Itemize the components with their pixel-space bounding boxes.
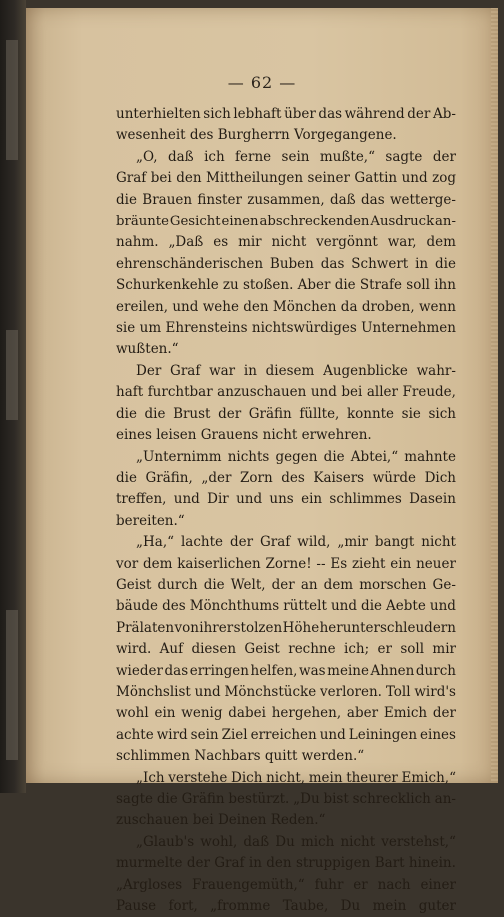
- word: soll: [400, 641, 425, 658]
- word: die: [361, 598, 382, 615]
- text-line: [116, 639, 456, 660]
- word: mein: [308, 769, 343, 786]
- word: Graf: [116, 170, 147, 187]
- text-line: [116, 789, 456, 810]
- word: und: [401, 170, 428, 187]
- word: dem: [323, 576, 354, 593]
- word: Graf: [214, 855, 245, 872]
- text-line: [116, 768, 456, 789]
- word: Strafe: [359, 277, 403, 294]
- word: Toll: [385, 683, 411, 700]
- word: der: [218, 405, 242, 422]
- word: „Du: [293, 791, 320, 807]
- word: bist: [323, 791, 349, 807]
- word: Auf: [159, 641, 184, 658]
- word: Der: [136, 362, 162, 379]
- word: sein: [190, 726, 219, 743]
- text-line: [116, 275, 456, 296]
- word: nicht: [271, 234, 307, 251]
- word: nicht,: [266, 769, 306, 786]
- text-line: [116, 532, 456, 553]
- text-line: [116, 554, 456, 575]
- word: Schurkenkehle: [116, 277, 219, 294]
- word: wild,: [297, 534, 331, 551]
- word: von: [174, 619, 199, 636]
- text-line: [116, 703, 456, 724]
- word: Augenblicke: [323, 362, 408, 379]
- word: --: [316, 555, 326, 572]
- word: bei: [341, 384, 363, 401]
- word: ich;: [344, 641, 370, 658]
- word: nahm.: [116, 234, 159, 251]
- word: Taube,: [282, 898, 329, 915]
- word: und: [310, 384, 337, 401]
- word: nichts: [227, 448, 270, 465]
- word: zieht: [351, 555, 386, 572]
- text-line: [116, 896, 456, 917]
- word: verstehe: [168, 769, 228, 786]
- word: abschreckenden: [259, 214, 370, 230]
- word: Es: [330, 555, 348, 572]
- word: kaiserlichen: [177, 555, 261, 572]
- text-line: [116, 618, 456, 639]
- word: ihrer: [199, 619, 234, 636]
- spine-wear-mark: [6, 610, 18, 760]
- word: uns: [269, 491, 294, 508]
- word: nicht: [340, 833, 376, 850]
- text-line: [116, 382, 456, 403]
- word: struppigen: [295, 855, 371, 872]
- word: war,: [387, 234, 417, 251]
- word: und: [319, 726, 346, 743]
- word: Dich: [424, 469, 456, 486]
- book-spine: [0, 0, 26, 793]
- word: dabei: [228, 705, 266, 722]
- word: Leiningen: [348, 726, 418, 743]
- word: guter: [418, 898, 456, 915]
- word: lachte: [180, 534, 224, 551]
- word: „Ich: [136, 769, 165, 786]
- word: gegen: [275, 448, 318, 465]
- word: diesem: [265, 362, 315, 379]
- word: Ziel: [221, 726, 248, 743]
- word: mich: [300, 833, 335, 850]
- word: ereilen,: [116, 298, 169, 315]
- word: finster: [197, 191, 242, 208]
- word: den: [176, 170, 202, 187]
- word: haft: [116, 384, 144, 401]
- word: wird's: [414, 683, 456, 700]
- word: Mittheilungen: [206, 170, 304, 187]
- word: schrecklich: [352, 791, 431, 807]
- word: was: [299, 662, 326, 679]
- word: anzuschauen: [217, 384, 307, 401]
- word: daß: [243, 833, 270, 850]
- text-line: [116, 661, 456, 682]
- word: eines: [420, 726, 456, 743]
- text-line: [116, 147, 456, 168]
- word: einer: [420, 876, 456, 893]
- word: murmelte: [116, 855, 183, 872]
- text-line: [116, 168, 456, 189]
- word: Abtei,“: [350, 448, 399, 465]
- word: „Argloses: [116, 876, 183, 893]
- word: Bart: [374, 855, 405, 872]
- word: Mönchslist: [116, 683, 191, 700]
- word: fuhr: [314, 876, 344, 893]
- word: mußte,“: [319, 148, 375, 165]
- word: meine: [327, 662, 369, 679]
- word: stolzen: [233, 619, 283, 636]
- word: rechne: [288, 641, 336, 658]
- word: nicht: [421, 534, 456, 551]
- text-line: [116, 596, 456, 617]
- word: Graf: [170, 362, 201, 379]
- word: der: [432, 705, 456, 722]
- word: morschen: [359, 576, 427, 593]
- word: in: [243, 362, 257, 379]
- word: Emich,“: [401, 769, 456, 786]
- word: Mönchen: [272, 298, 337, 315]
- word: Frauengemüth,“: [192, 876, 305, 893]
- word: an-: [435, 214, 456, 230]
- page-edge: [491, 8, 498, 783]
- word: und: [330, 598, 357, 615]
- word: Gräfin,: [145, 469, 193, 486]
- word: und: [429, 598, 456, 615]
- word: das: [361, 191, 385, 208]
- text-line: [116, 468, 456, 489]
- body-text: [116, 104, 456, 917]
- word: mir: [238, 234, 262, 251]
- word: furchtbar: [147, 384, 213, 401]
- word: mir: [432, 641, 456, 658]
- text-line: [116, 211, 456, 232]
- word: der: [407, 106, 431, 122]
- word: wird: [156, 726, 188, 743]
- word: sie: [401, 405, 421, 422]
- word: aber: [346, 705, 379, 722]
- word: Dasein: [409, 491, 456, 508]
- word: Du: [275, 833, 295, 850]
- word: treffen,: [116, 491, 167, 508]
- word: ferne: [235, 148, 272, 165]
- text-line: zuschauen bei Deinen Reden.“: [116, 812, 326, 829]
- word: Dir: [207, 491, 229, 508]
- text-line: [116, 832, 456, 853]
- word: lebhaft: [233, 106, 282, 122]
- word: zu: [222, 277, 239, 294]
- text-line: [116, 104, 456, 125]
- word: sagte: [385, 148, 423, 165]
- word: war: [209, 362, 236, 379]
- word: stoßen.: [242, 277, 294, 294]
- word: die: [144, 405, 166, 422]
- word: sein: [281, 148, 310, 165]
- word: und: [172, 298, 199, 315]
- word: und: [236, 491, 263, 508]
- word: daß: [329, 191, 356, 208]
- word: es: [213, 234, 229, 251]
- word: des: [281, 469, 305, 486]
- word: die: [116, 191, 137, 208]
- word: ich: [204, 148, 225, 165]
- word: hergehen,: [271, 705, 342, 722]
- word: dem: [143, 555, 173, 572]
- word: „der: [201, 469, 232, 486]
- word: sich: [203, 106, 231, 122]
- word: achte: [116, 726, 154, 743]
- text-line: [116, 254, 456, 275]
- word: ihn: [434, 277, 456, 294]
- word: Graf: [260, 534, 291, 551]
- word: bestürzt.: [228, 791, 290, 807]
- word: Mönchthums: [189, 598, 280, 615]
- word: ein: [390, 555, 412, 572]
- word: bangt: [374, 534, 415, 551]
- word: zog: [432, 170, 456, 187]
- word: Freude,: [402, 384, 456, 401]
- text-line: eines leisen Grauens nicht erwehren.: [116, 427, 372, 444]
- word: und: [194, 683, 221, 700]
- text-line: [116, 682, 456, 703]
- text-line: wußten.“: [116, 341, 179, 358]
- word: Gattin: [354, 170, 398, 187]
- word: konnte: [346, 405, 395, 422]
- word: sich: [428, 405, 456, 422]
- word: seiner: [307, 170, 350, 187]
- text-line: wesenheit des Burgherrn Vorgegangene.: [116, 127, 397, 144]
- word: ein: [154, 705, 176, 722]
- word: würde: [372, 469, 417, 486]
- word: den: [266, 855, 292, 872]
- word: durch: [415, 662, 456, 679]
- word: des: [162, 598, 186, 615]
- word: nichtswürdiges: [251, 320, 357, 337]
- word: einen: [221, 214, 259, 230]
- word: wenig: [181, 705, 223, 722]
- word: Ausdruck: [370, 214, 435, 230]
- text-line: [116, 489, 456, 510]
- word: vergönnt: [316, 234, 378, 251]
- word: die: [435, 255, 456, 272]
- word: Emich: [383, 705, 428, 722]
- word: wohl,: [200, 833, 238, 850]
- word: soll: [406, 277, 430, 294]
- word: Gesicht: [169, 214, 221, 230]
- word: Ab-: [432, 106, 456, 122]
- word: Schwert: [351, 255, 409, 272]
- word: Du: [340, 898, 361, 915]
- word: ehrenschänderischen: [116, 255, 264, 272]
- word: hinein.: [408, 855, 456, 872]
- word: daß: [167, 148, 194, 165]
- word: ein: [301, 491, 323, 508]
- page-number: — 62 —: [227, 73, 297, 92]
- word: die: [156, 791, 178, 807]
- word: Geist: [116, 576, 152, 593]
- word: bäude: [116, 598, 159, 615]
- text-line: [116, 725, 456, 746]
- word: Gräfin: [248, 405, 292, 422]
- book-page: [26, 8, 498, 915]
- word: mahnte: [404, 448, 456, 465]
- word: „mir: [337, 534, 368, 551]
- word: theurer: [346, 769, 398, 786]
- word: „O,: [136, 148, 158, 165]
- text-line: schlimmen Nachbars quitt werden.“: [116, 748, 365, 765]
- word: Gräfin: [181, 791, 225, 807]
- word: er: [377, 641, 392, 658]
- word: wohl: [116, 705, 149, 722]
- word: die: [203, 576, 225, 593]
- word: aller: [366, 384, 399, 401]
- word: der: [432, 148, 456, 165]
- text-line: bereiten.“: [116, 512, 185, 529]
- word: helfen,: [250, 662, 298, 679]
- word: Pause: [116, 898, 157, 915]
- word: zusammen,: [247, 191, 325, 208]
- word: verstehst,“: [381, 833, 456, 850]
- word: in: [248, 855, 262, 872]
- word: Zorn: [240, 469, 273, 486]
- word: das: [164, 662, 189, 679]
- text-line: [116, 875, 456, 896]
- word: wieder: [116, 662, 163, 679]
- text-line: [116, 297, 456, 318]
- word: Dich: [231, 769, 263, 786]
- word: über: [284, 106, 316, 122]
- word: die: [334, 277, 356, 294]
- word: durch: [157, 576, 198, 593]
- word: Höhe: [282, 619, 320, 636]
- word: Unternehmen: [361, 320, 456, 337]
- word: während: [344, 106, 405, 122]
- word: Prälaten: [116, 619, 175, 636]
- word: den: [243, 298, 269, 315]
- word: die: [116, 469, 137, 486]
- text-line: [116, 190, 456, 211]
- word: Mönchstücke: [224, 683, 317, 700]
- word: Aebte: [386, 598, 426, 615]
- word: das: [318, 106, 343, 122]
- word: der: [229, 534, 254, 551]
- word: Ahnen: [370, 662, 415, 679]
- word: neuer: [416, 555, 456, 572]
- word: nach: [377, 876, 411, 893]
- word: die: [116, 405, 137, 422]
- text-line: [116, 447, 456, 468]
- text-line: [116, 318, 456, 339]
- word: „fromme: [210, 898, 271, 915]
- word: die: [323, 448, 345, 465]
- word: sagte: [116, 791, 154, 807]
- word: „Unternimm: [136, 448, 222, 465]
- word: schlimmes: [329, 491, 402, 508]
- word: wahr-: [416, 362, 456, 379]
- text-line: [116, 404, 456, 425]
- word: Brauen: [142, 191, 193, 208]
- word: wehe: [202, 298, 239, 315]
- text-line: [116, 575, 456, 596]
- word: „Ha,“: [136, 534, 175, 551]
- word: Aber: [297, 277, 331, 294]
- word: da: [340, 298, 358, 315]
- word: sie: [116, 320, 136, 337]
- word: Ehrensteins: [165, 320, 248, 337]
- word: Kaisers: [313, 469, 365, 486]
- word: wetterge-: [389, 191, 456, 208]
- word: an-: [434, 791, 456, 807]
- word: bei: [150, 170, 172, 187]
- word: er: [353, 876, 368, 893]
- text-line: [116, 853, 456, 874]
- word: und: [173, 491, 200, 508]
- word: rüttelt: [283, 598, 327, 615]
- word: „Daß: [168, 234, 204, 251]
- word: diesen: [191, 641, 237, 658]
- word: wird.: [116, 641, 152, 658]
- word: Brust: [173, 405, 211, 422]
- word: Geist: [244, 641, 280, 658]
- word: Zorne!: [265, 555, 312, 572]
- word: der: [186, 855, 210, 872]
- word: droben,: [361, 298, 415, 315]
- spine-wear-mark: [6, 330, 18, 420]
- word: unterhielten: [116, 106, 201, 122]
- word: füllte,: [299, 405, 340, 422]
- word: fort,: [168, 898, 198, 915]
- word: an: [300, 576, 318, 593]
- word: mein: [372, 898, 407, 915]
- word: verloren.: [320, 683, 382, 700]
- word: Welt,: [230, 576, 266, 593]
- word: in: [415, 255, 429, 272]
- word: erringen: [189, 662, 249, 679]
- word: „Glaub's: [136, 833, 195, 850]
- word: der: [271, 576, 295, 593]
- word: Buben: [269, 255, 314, 272]
- word: wenn: [418, 298, 456, 315]
- word: vor: [116, 555, 139, 572]
- word: dem: [426, 234, 456, 251]
- word: um: [139, 320, 162, 337]
- word: erreichen: [250, 726, 317, 743]
- word: Ge-: [432, 576, 456, 593]
- word: das: [320, 255, 345, 272]
- text-line: [116, 232, 456, 253]
- text-line: [116, 361, 456, 382]
- word: herunterschleudern: [319, 619, 456, 636]
- word: bräunte: [116, 214, 169, 230]
- spine-wear-mark: [6, 40, 18, 160]
